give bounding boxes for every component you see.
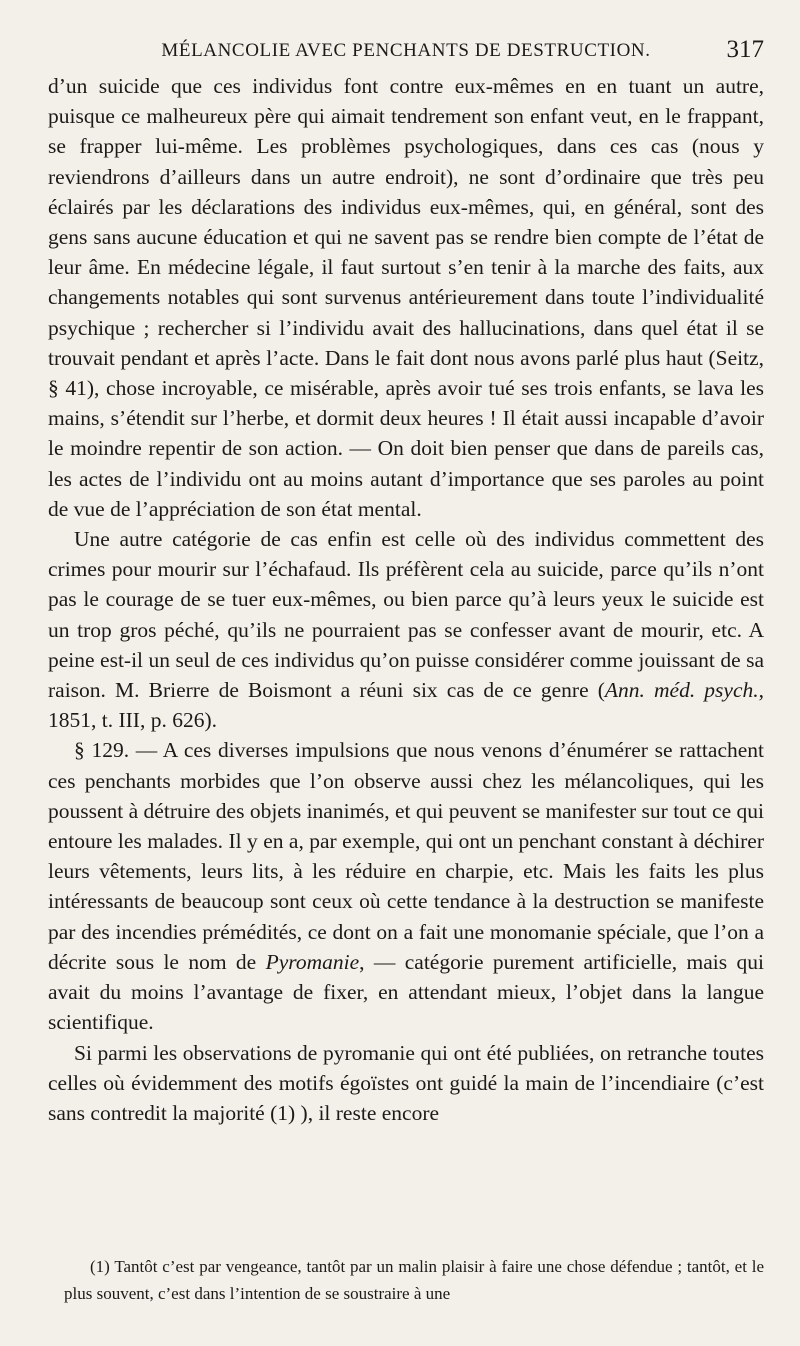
paragraph-1: d’un suicide que ces individus font contre eux-mêmes en en tuant un autre, puisque ce malheureux père qui aimait tendrement son enfant veut, en le frappant, se frapper lui-même. Les problèmes psychologiques, dans ces cas (nous y reviendrons d’ailleurs dans un autre endroit), ne sont d’ordinaire que très peu éclairés par les déclarations des individus eux-mêmes, qui, en général, sont des gens sans aucune éducation et qui ne savent pas se rendre bien compte de l’état de leur âme. En médecine légale, il faut surtout s’en tenir à la marche des faits, aux changements notables qui sont survenus antérieurement dans toute l’individualité psychique ; rechercher si l’individu avait des hallucinations, dans quel état il se trouvait pendant et après l’acte. Dans le fait dont nous avons parlé plus haut (Seitz, § 41), chose incroyable, ce misérable, après avoir tué ses trois enfants, se lava les mains, s’étendit sur l’herbe, et dormit deux heures ! Il était aussi incapable d’avoir le moindre repentir de son action. — On doit bien penser que dans de pareils cas, les actes de l’individu ont au moins autant d’importance que ses paroles au point de vue de l’appréciation de son état mental. [48, 74, 764, 521]
footnotes [64, 1253, 764, 1307]
paragraph-3-end: , — catégorie purement artificielle, mais qui avait du moins l’avantage de fixer, en attendant mieux, l’objet dans la langue scientifique. [48, 949, 764, 1035]
paragraph-4: Si parmi les observations de pyromanie qui ont été publiées, on retranche toutes celles où évidemment des motifs égoïstes ont guidé la main de l’incendiaire (c’est sans contredit la majorité (1) ), il reste encore [48, 1040, 764, 1125]
paragraph-3-text: § 129. — A ces diverses impulsions que nous venons d’énumérer se rattachent ces penchants morbides que l’on observe aussi chez les mélancoliques, qui les poussent à détruire des objets inanimés, et qui peuvent se manifester sur tout ce qui entoure les malades. Il y en a, par exemple, qui ont un penchant constant à déchirer leurs vêtements, leurs lits, à les réduire en charpie, etc. Mais les faits les plus intéressants de beaucoup sont ceux où cette tendance à la destruction se manifeste par des incendies prémédités, ce dont on a fait une monomanie spéciale, que l’on a décrite sous le nom de [48, 738, 764, 974]
running-title: MÉLANCOLIE AVEC PENCHANTS DE DESTRUCTION. [161, 40, 651, 61]
page-header [48, 36, 764, 68]
page-number: 317 [726, 36, 764, 63]
paragraph-2-text: Une autre catégorie de cas enfin est celle où des individus commettent des crimes pour mourir sur l’échafaud. Ils préfèrent cela au suicide, parce qu’ils n’ont pas le courage de se tuer eux-mêmes, ou bien parce qu’à leurs yeux le suicide est un trop gros péché, qu’ils ne pourraient pas se confesser avant de mourir, etc. A peine est-il un seul de ces individus qu’on puisse considérer comme jouissant de sa raison. M. Brierre de Boismont a réuni six cas de ce genre ( [48, 527, 764, 703]
paragraph-3 [48, 735, 764, 1037]
footnote-1: (1) Tantôt c’est par vengeance, tantôt par un malin plaisir à faire une chose défendue ; tantôt, et le plus souvent, c’est dans l’intention de se soustraire à une [64, 1257, 764, 1303]
pyromanie-term: Pyromanie [265, 949, 360, 974]
paragraph-2-end: , 1851, t. III, p. 626). [48, 678, 764, 733]
citation-title: Ann. méd. psych. [604, 678, 759, 703]
main-text [48, 71, 764, 1128]
paragraph-2 [48, 524, 764, 735]
